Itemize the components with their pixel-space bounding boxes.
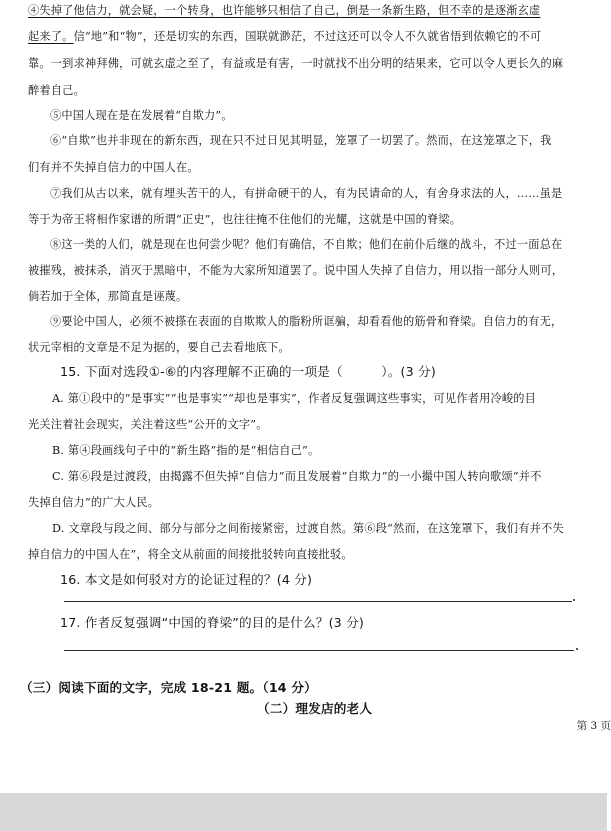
passage-p9-line1: ⑨要论中国人，必须不被搽在表面的自欺欺人的脂粉所诓骗，却看看他的筋骨和脊梁。自信力的有无， bbox=[50, 315, 563, 328]
passage-p6-line2: 们有并不失掉自信力的中国人在。 bbox=[28, 161, 199, 174]
question-17-stem: 17. 作者反复强调“中国的脊梁”的目的是什么？(3 分) bbox=[60, 615, 365, 630]
q15-option-d-line2: 掉自信力的中国人在”，将全文从前面的间接批驳转向直接批驳。 bbox=[28, 548, 353, 561]
question-15-stem: 15. 下面对选段①-⑥的内容理解不正确的一项是（ ）。(3 分) bbox=[60, 364, 436, 379]
q15-option-c-line1: C. 第⑥段是过渡段，由揭露不但失掉“自信力”而且发展着“自欺力”的一小撮中国人转向歌颂“并不 bbox=[52, 470, 542, 483]
passage-p9-line2: 状元宰相的文章是不足为据的，要自己去看地底下。 bbox=[28, 341, 290, 354]
passage-p8-line3: 倘若加于全体，那简直是诬蔑。 bbox=[28, 290, 188, 303]
passage-p7-line1: ⑦我们从古以来，就有埋头苦干的人，有拼命硬干的人，有为民请命的人，有舍身求法的人，……虽是 bbox=[50, 187, 563, 200]
question-16-stem: 16. 本文是如何驳对方的论证过程的？(4 分) bbox=[60, 572, 313, 587]
page-number: 第 3 页 bbox=[576, 720, 611, 732]
q15-option-a-line2: 光关注着社会现实，关注着这些“公开的文字”。 bbox=[28, 418, 268, 431]
passage-p8-line2: 被摧残，被抹杀，消灭于黑暗中，不能为大家所知道罢了。说中国人失掉了自信力，用以指一部分人则可， bbox=[28, 264, 564, 277]
q16-end-dot bbox=[573, 599, 575, 601]
q15-option-d-line1: D. 文章段与段之间、部分与部分之间衔接紧密，过渡自然。第⑥段“然而，在这笼罩下，我们有并不失 bbox=[52, 522, 564, 535]
q16-answer-line[interactable] bbox=[64, 601, 572, 602]
section-3-story-title: （二）理发店的老人 bbox=[257, 701, 373, 716]
passage-p8-line1: ⑧这一类的人们，就是现在也何尝少呢？他们有确信，不自欺；他们在前仆后继的战斗，不过一面总在 bbox=[50, 238, 563, 251]
q15-option-a-line1: A. 第①段中的“是事实”“也是事实”“却也是事实”，作者反复强调这些事实，可见作者用冷峻的目 bbox=[52, 392, 537, 405]
passage-p4-line2 bbox=[28, 30, 541, 44]
section-3-heading: （三）阅读下面的文字，完成 18-21 题。（14 分） bbox=[20, 680, 317, 695]
passage-p7-line2: 等于为帝王将相作家谱的所谓“正史”，也往往掩不住他们的光耀，这就是中国的脊梁。 bbox=[28, 213, 462, 226]
q15-option-c-line2: 失掉自信力”的广大人民。 bbox=[28, 496, 160, 509]
passage-p5: ⑤中国人现在是在发展着“自欺力”。 bbox=[50, 109, 233, 122]
passage-p4-underlined-end: 起来了。 bbox=[28, 30, 74, 43]
q15-option-b: B. 第④段画线句子中的“新生路”指的是“相信自己”。 bbox=[52, 444, 320, 457]
passage-p4-line3: 靠。一到求神拜佛，可就玄虚之至了，有益或是有害，一时就找不出分明的结果来，它可以令人更长久的麻 bbox=[28, 57, 564, 70]
scanner-bottom-margin bbox=[0, 793, 607, 831]
passage-p4-line2-rest: 信“地”和“物”，还是切实的东西，国联就渺茫，不过这还可以令人不久就省悟到依赖它的不可 bbox=[73, 30, 542, 43]
passage-p6-line1: ⑥“自欺”也并非现在的新东西，现在只不过日见其明显，笼罩了一切罢了。然而，在这笼罩之下，我 bbox=[50, 134, 552, 147]
q17-end-dot bbox=[576, 648, 578, 650]
q17-answer-line[interactable] bbox=[64, 650, 574, 651]
passage-p4-line1-underlined: ④失掉了他信力，就会疑，一个转身，也许能够只相信了自己，倒是一条新生路，但不幸的是逐渐玄虚 bbox=[28, 4, 541, 17]
passage-p4-line4: 醉着自己。 bbox=[28, 84, 85, 97]
